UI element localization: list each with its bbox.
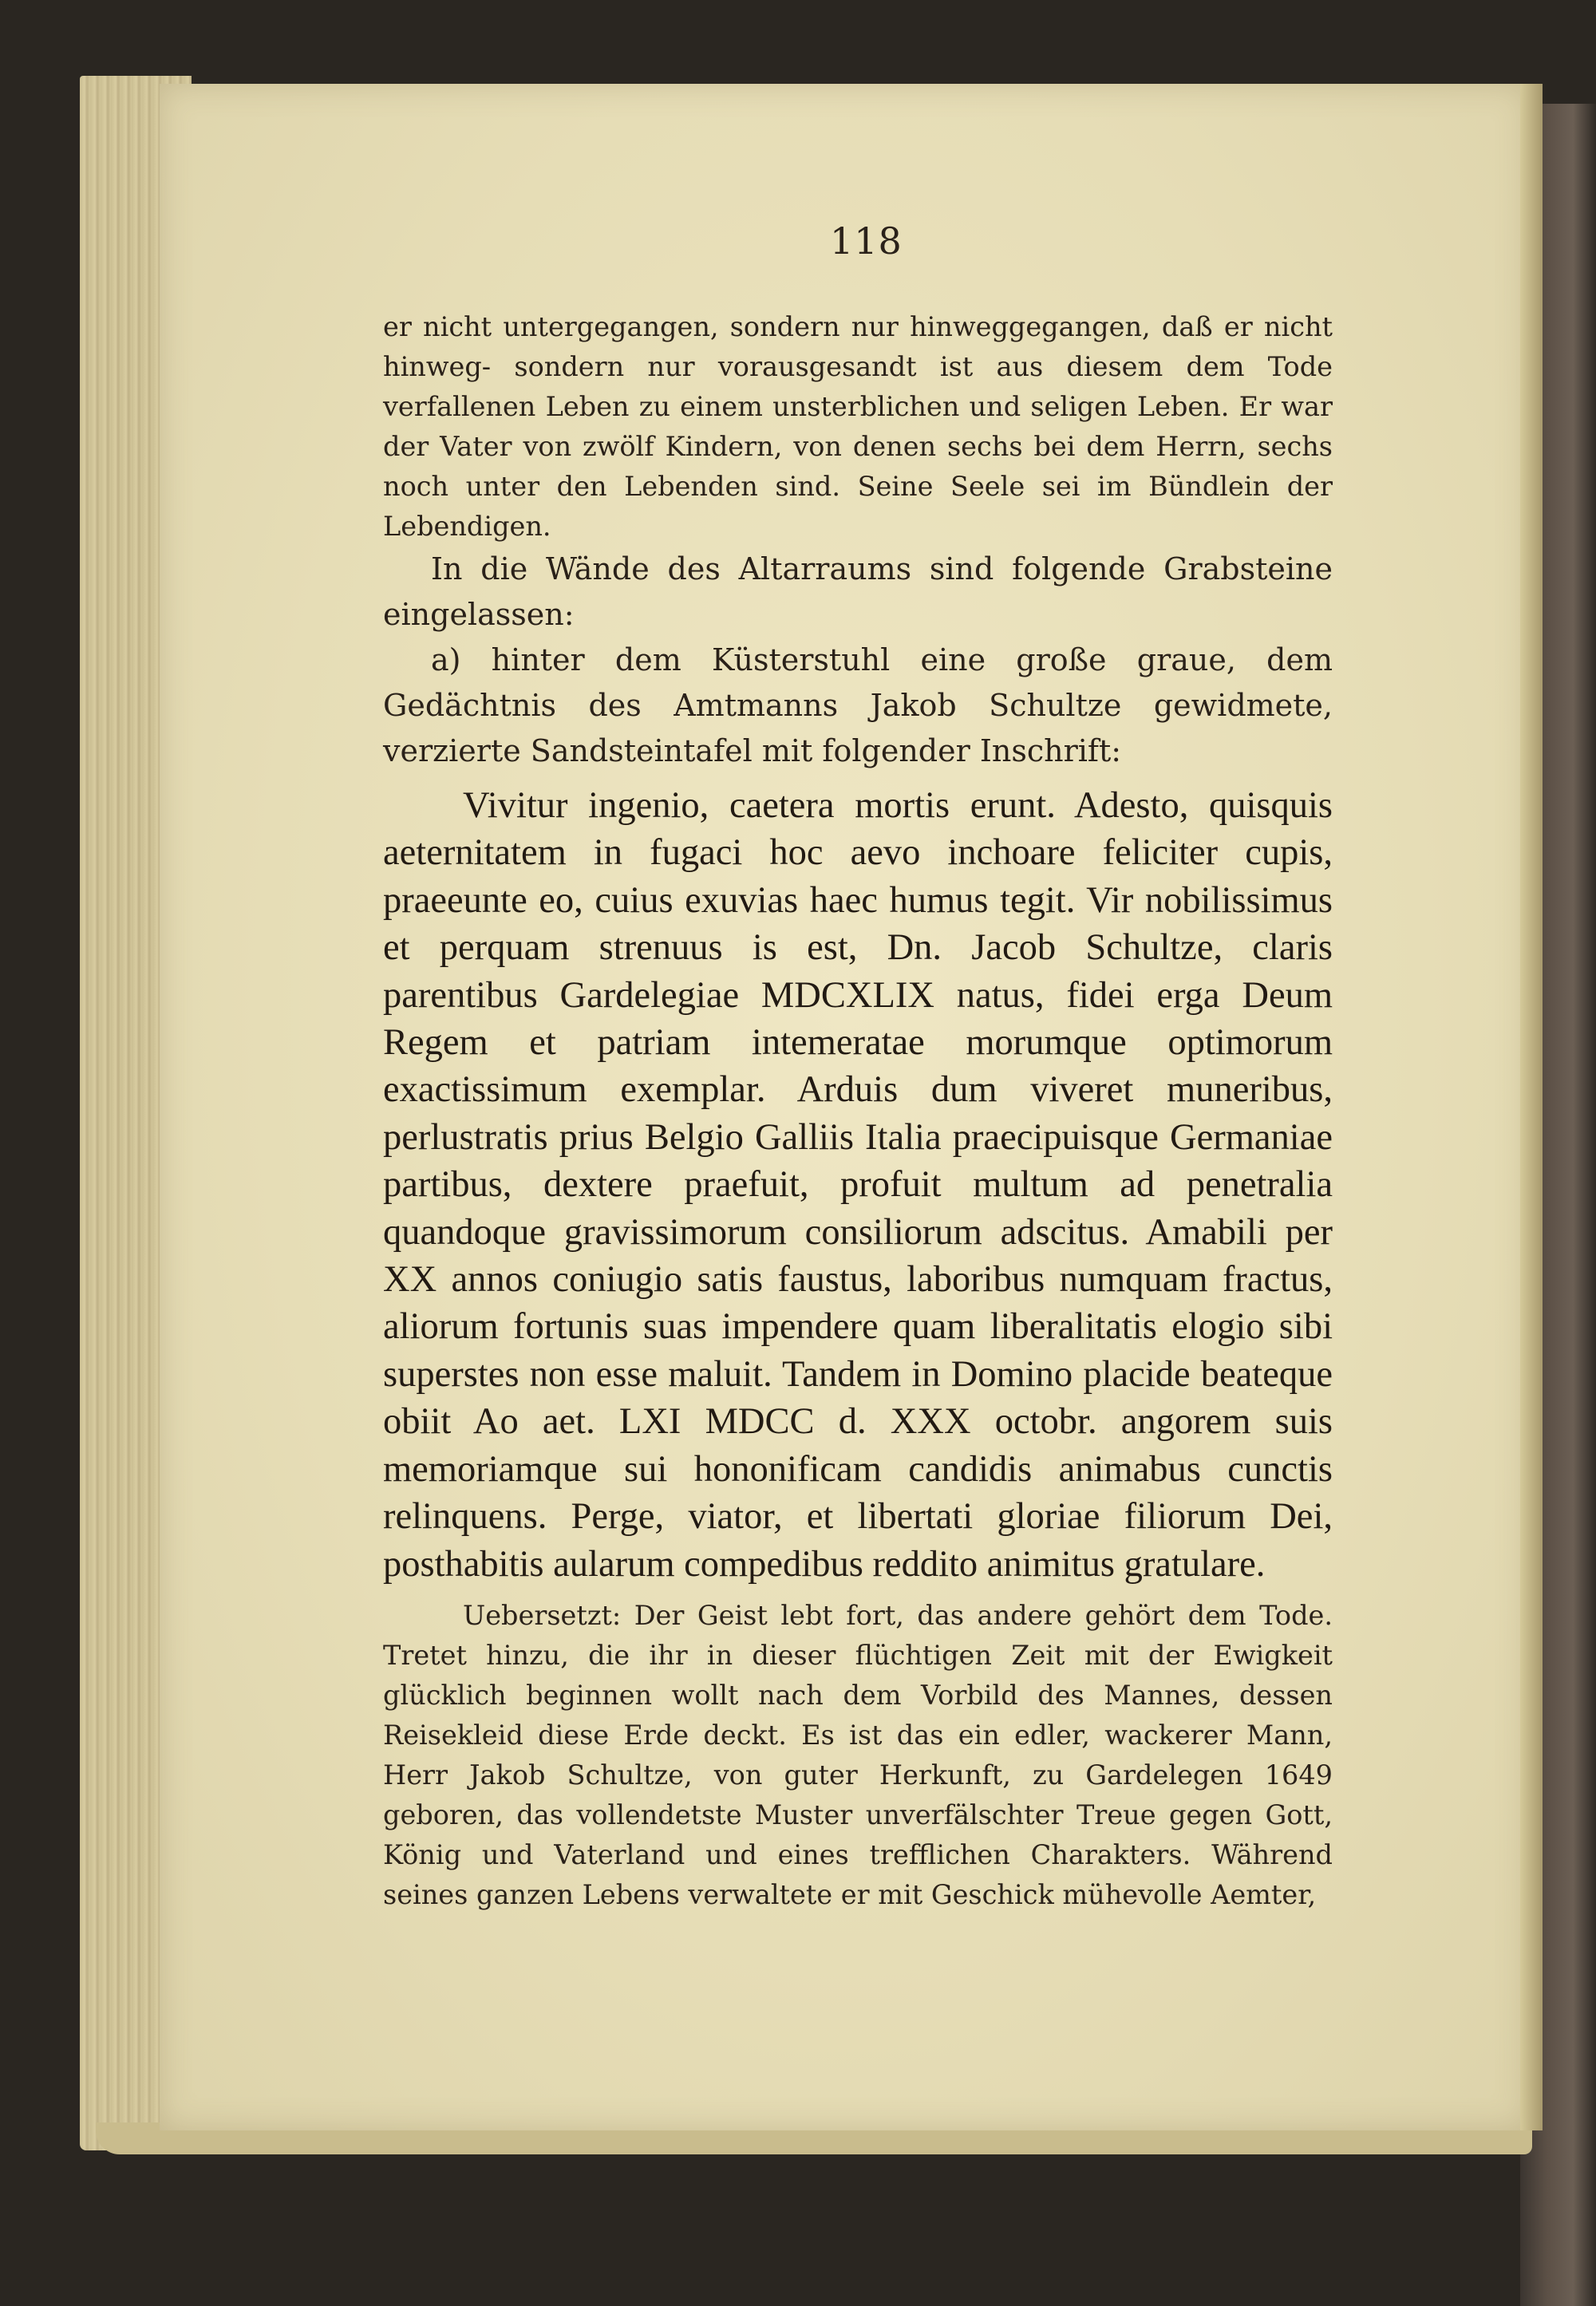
paragraph-translation: Uebersetzt: Der Geist lebt fort, das andere gehört dem Tode. Tretet hinzu, die ihr in dieser flüchtigen Zeit mit der Ewigkeit glücklich beginnen wollt nach dem Vorbild des Mannes, dessen Reisekleid diese Erde deckt. Es ist das ein edler, wackerer Mann, Herr Jakob Schultze, von guter Herkunft, zu Gardelegen 1649 geboren, das vollendetste Muster unverfälschter Treue gegen Gott, König und Vaterland und eines trefflichen Charakters. Während seines ganzen Lebens verwaltete er mit Geschick mühevolle Aemter, bbox=[383, 1599, 1333, 1910]
book-binding bbox=[1520, 84, 1543, 2130]
paragraph-gravestones-intro: In die Wände des Altarraums sind folgende Grabsteine eingelassen: bbox=[383, 551, 1333, 632]
page-text bbox=[383, 211, 1333, 1915]
paragraph-item-a: a) hinter dem Küsterstuhl eine große graue, dem Gedächtnis des Amtmanns Jakob Schultze gewidmete, verzierte Sandsteintafel mit folgender Inschrift: bbox=[383, 642, 1333, 768]
latin-inscription: Vivitur ingenio, caetera mortis erunt. Adesto, quisquis aeternitatem in fugaci hoc aevo inchoare feliciter cupis, praeeunte eo, cuius exuvias haec humus tegit. Vir nobilissimus et perquam strenuus is est, Dn. Jacob Schultze, claris parentibus Gardelegiae MDCXLIX natus, fidei erga Deum Regem et patriam intemeratae morumque optimorum exactissimum exemplar. Arduis dum viveret muneribus, perlustratis prius Belgio Galliis Italia praecipuisque Germaniae partibus, dextere praefuit, profuit multum ad penetralia quandoque gravissimorum consiliorum adscitus. Amabili per XX annos coniugio satis faustus, laboribus numquam fractus, aliorum fortunis suas impendere quam liberalitatis elogio sibi superstes non esse maluit. Tandem in Domino placide beateque obiit Ao aet. LXI MDCC d. XXX octobr. angorem suis memoriamque sui hononificam candidis animabus cunctis relinquens. Perge, viator, et libertati gloriae filiorum Dei, posthabitis aularum compedibus reddito animitus gratulare. bbox=[383, 785, 1333, 1585]
paragraph-epitaph-end: er nicht untergegangen, sondern nur hinweggegangen, daß er nicht hinweg- sondern nur vorausgesandt ist aus diesem dem Tode verfallenen Leben zu einem unsterblichen und seligen Leben. Er war der Vater von zwölf Kindern, von denen sechs bei dem Herrn, sechs noch unter den Lebenden sind. Seine Seele sei im Bündlein der Lebendigen. bbox=[383, 311, 1333, 542]
page-number: 118 bbox=[830, 219, 903, 263]
